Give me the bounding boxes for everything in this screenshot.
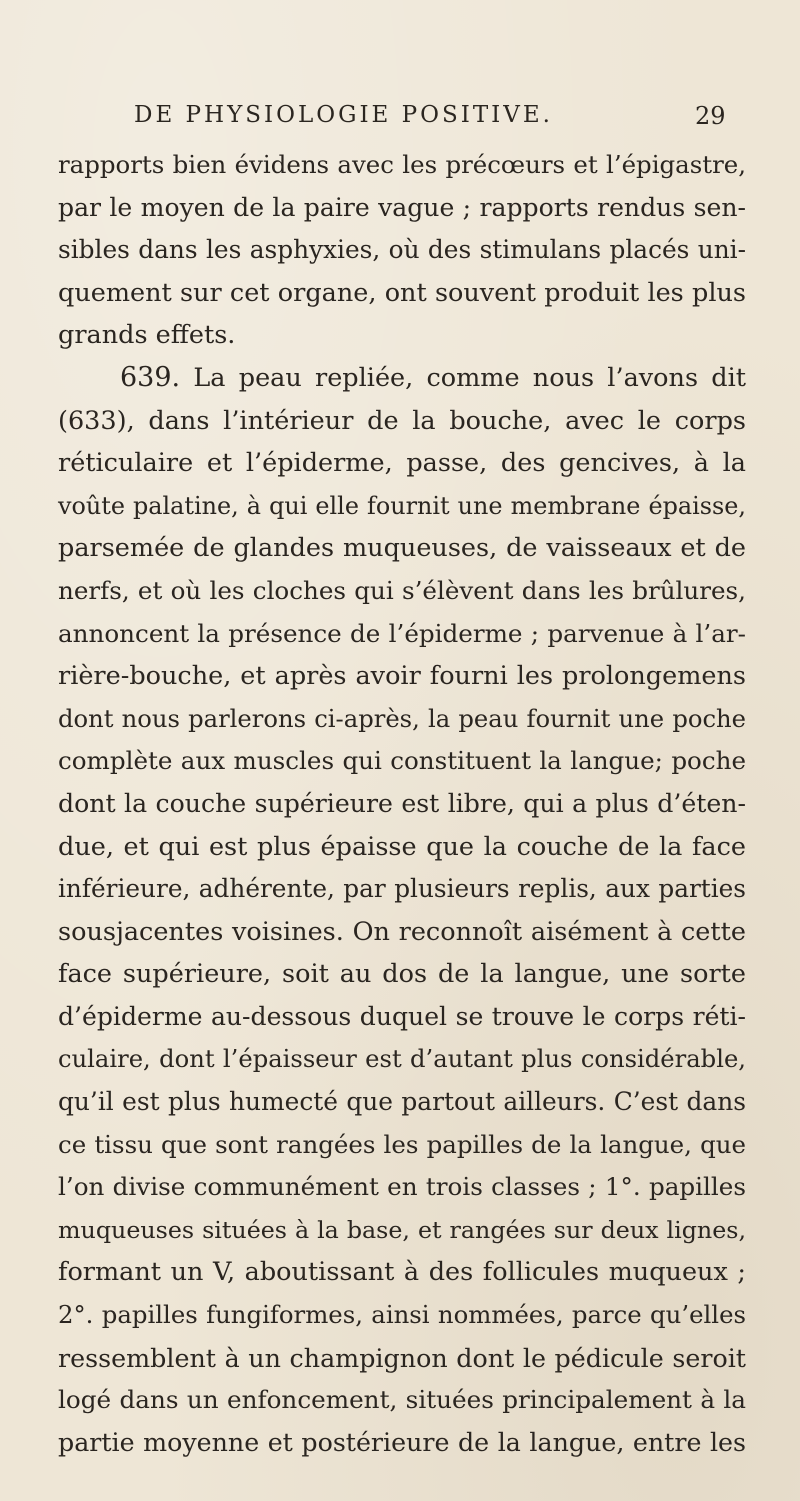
text-line: quement sur cet organe, ont souvent produit les plus	[58, 277, 746, 308]
paragraph-start-line	[58, 357, 746, 400]
text-line: qu’il est plus humecté que partout ailleurs. C’est dans	[58, 1087, 746, 1117]
text-line: parsemée de glandes muqueuses, de vaisseaux et de	[58, 533, 746, 564]
text-line: partie moyenne et postérieure de la langue, entre les	[58, 1427, 746, 1457]
text-line: nerfs, et où les cloches qui s’élèvent dans les brûlures,	[58, 575, 746, 605]
text-line: par le moyen de la paire vague ; rapports rendus sen-	[58, 192, 746, 222]
text-line: formant un V, aboutissant à des follicules muqueux ;	[58, 1257, 746, 1288]
text-line: annoncent la présence de l’épiderme ; parvenue à l’ar-	[58, 618, 746, 648]
text-line: complète aux muscles qui constituent la langue; poche	[58, 746, 746, 776]
text-line: (633), dans l’intérieur de la bouche, avec le corps	[58, 405, 746, 436]
text-line: ce tissu que sont rangées les papilles de la langue, que	[58, 1129, 746, 1159]
text-line: grands effets.	[58, 320, 236, 351]
text-line: sousjacentes voisines. On reconnoît aisément à cette	[58, 916, 746, 947]
running-title: DE PHYSIOLOGIE POSITIVE.	[134, 102, 553, 128]
text-line: muqueuses situées à la base, et rangées sur deux lignes,	[58, 1215, 746, 1244]
text-line: l’on divise communément en trois classes ; 1°. papilles	[58, 1172, 746, 1202]
text-line: ressemblent à un champignon dont le pédicule seroit	[58, 1342, 746, 1373]
text-line: dont la couche supérieure est libre, qui a plus d’éten-	[58, 788, 746, 818]
text-line: 2°. papilles fungiformes, ainsi nommées, parce qu’elles	[58, 1300, 746, 1330]
text-line: voûte palatine, à qui elle fournit une membrane épaisse,	[58, 491, 746, 520]
text-line: rière-bouche, et après avoir fourni les prolongemens	[58, 661, 746, 692]
paragraph-number: 639.	[120, 361, 181, 393]
text-line: culaire, dont l’épaisseur est d’autant plus considérable,	[58, 1044, 746, 1074]
page-header	[0, 102, 800, 132]
text-line: rapports bien évidens avec les précœurs et l’épigastre,	[58, 150, 746, 179]
text-line: due, et qui est plus épaisse que la couche de la face	[58, 831, 746, 862]
paragraph-opening-text: La peau repliée, comme nous l’avons dit	[193, 362, 747, 393]
text-line: inférieure, adhérente, par plusieurs replis, aux parties	[58, 874, 746, 904]
text-line: sibles dans les asphyxies, où des stimulans placés uni-	[58, 235, 746, 265]
body-text	[58, 144, 746, 1464]
text-line: réticulaire et l’épiderme, passe, des gencives, à la	[58, 448, 746, 479]
text-line: face supérieure, soit au dos de la langue, une sorte	[58, 959, 746, 990]
page-number: 29	[695, 102, 726, 130]
text-line: d’épiderme au-dessous duquel se trouve le corps réti-	[58, 1001, 746, 1031]
text-line: dont nous parlerons ci-après, la peau fournit une poche	[58, 703, 746, 733]
text-line: logé dans un enfoncement, situées principalement à la	[58, 1385, 746, 1415]
